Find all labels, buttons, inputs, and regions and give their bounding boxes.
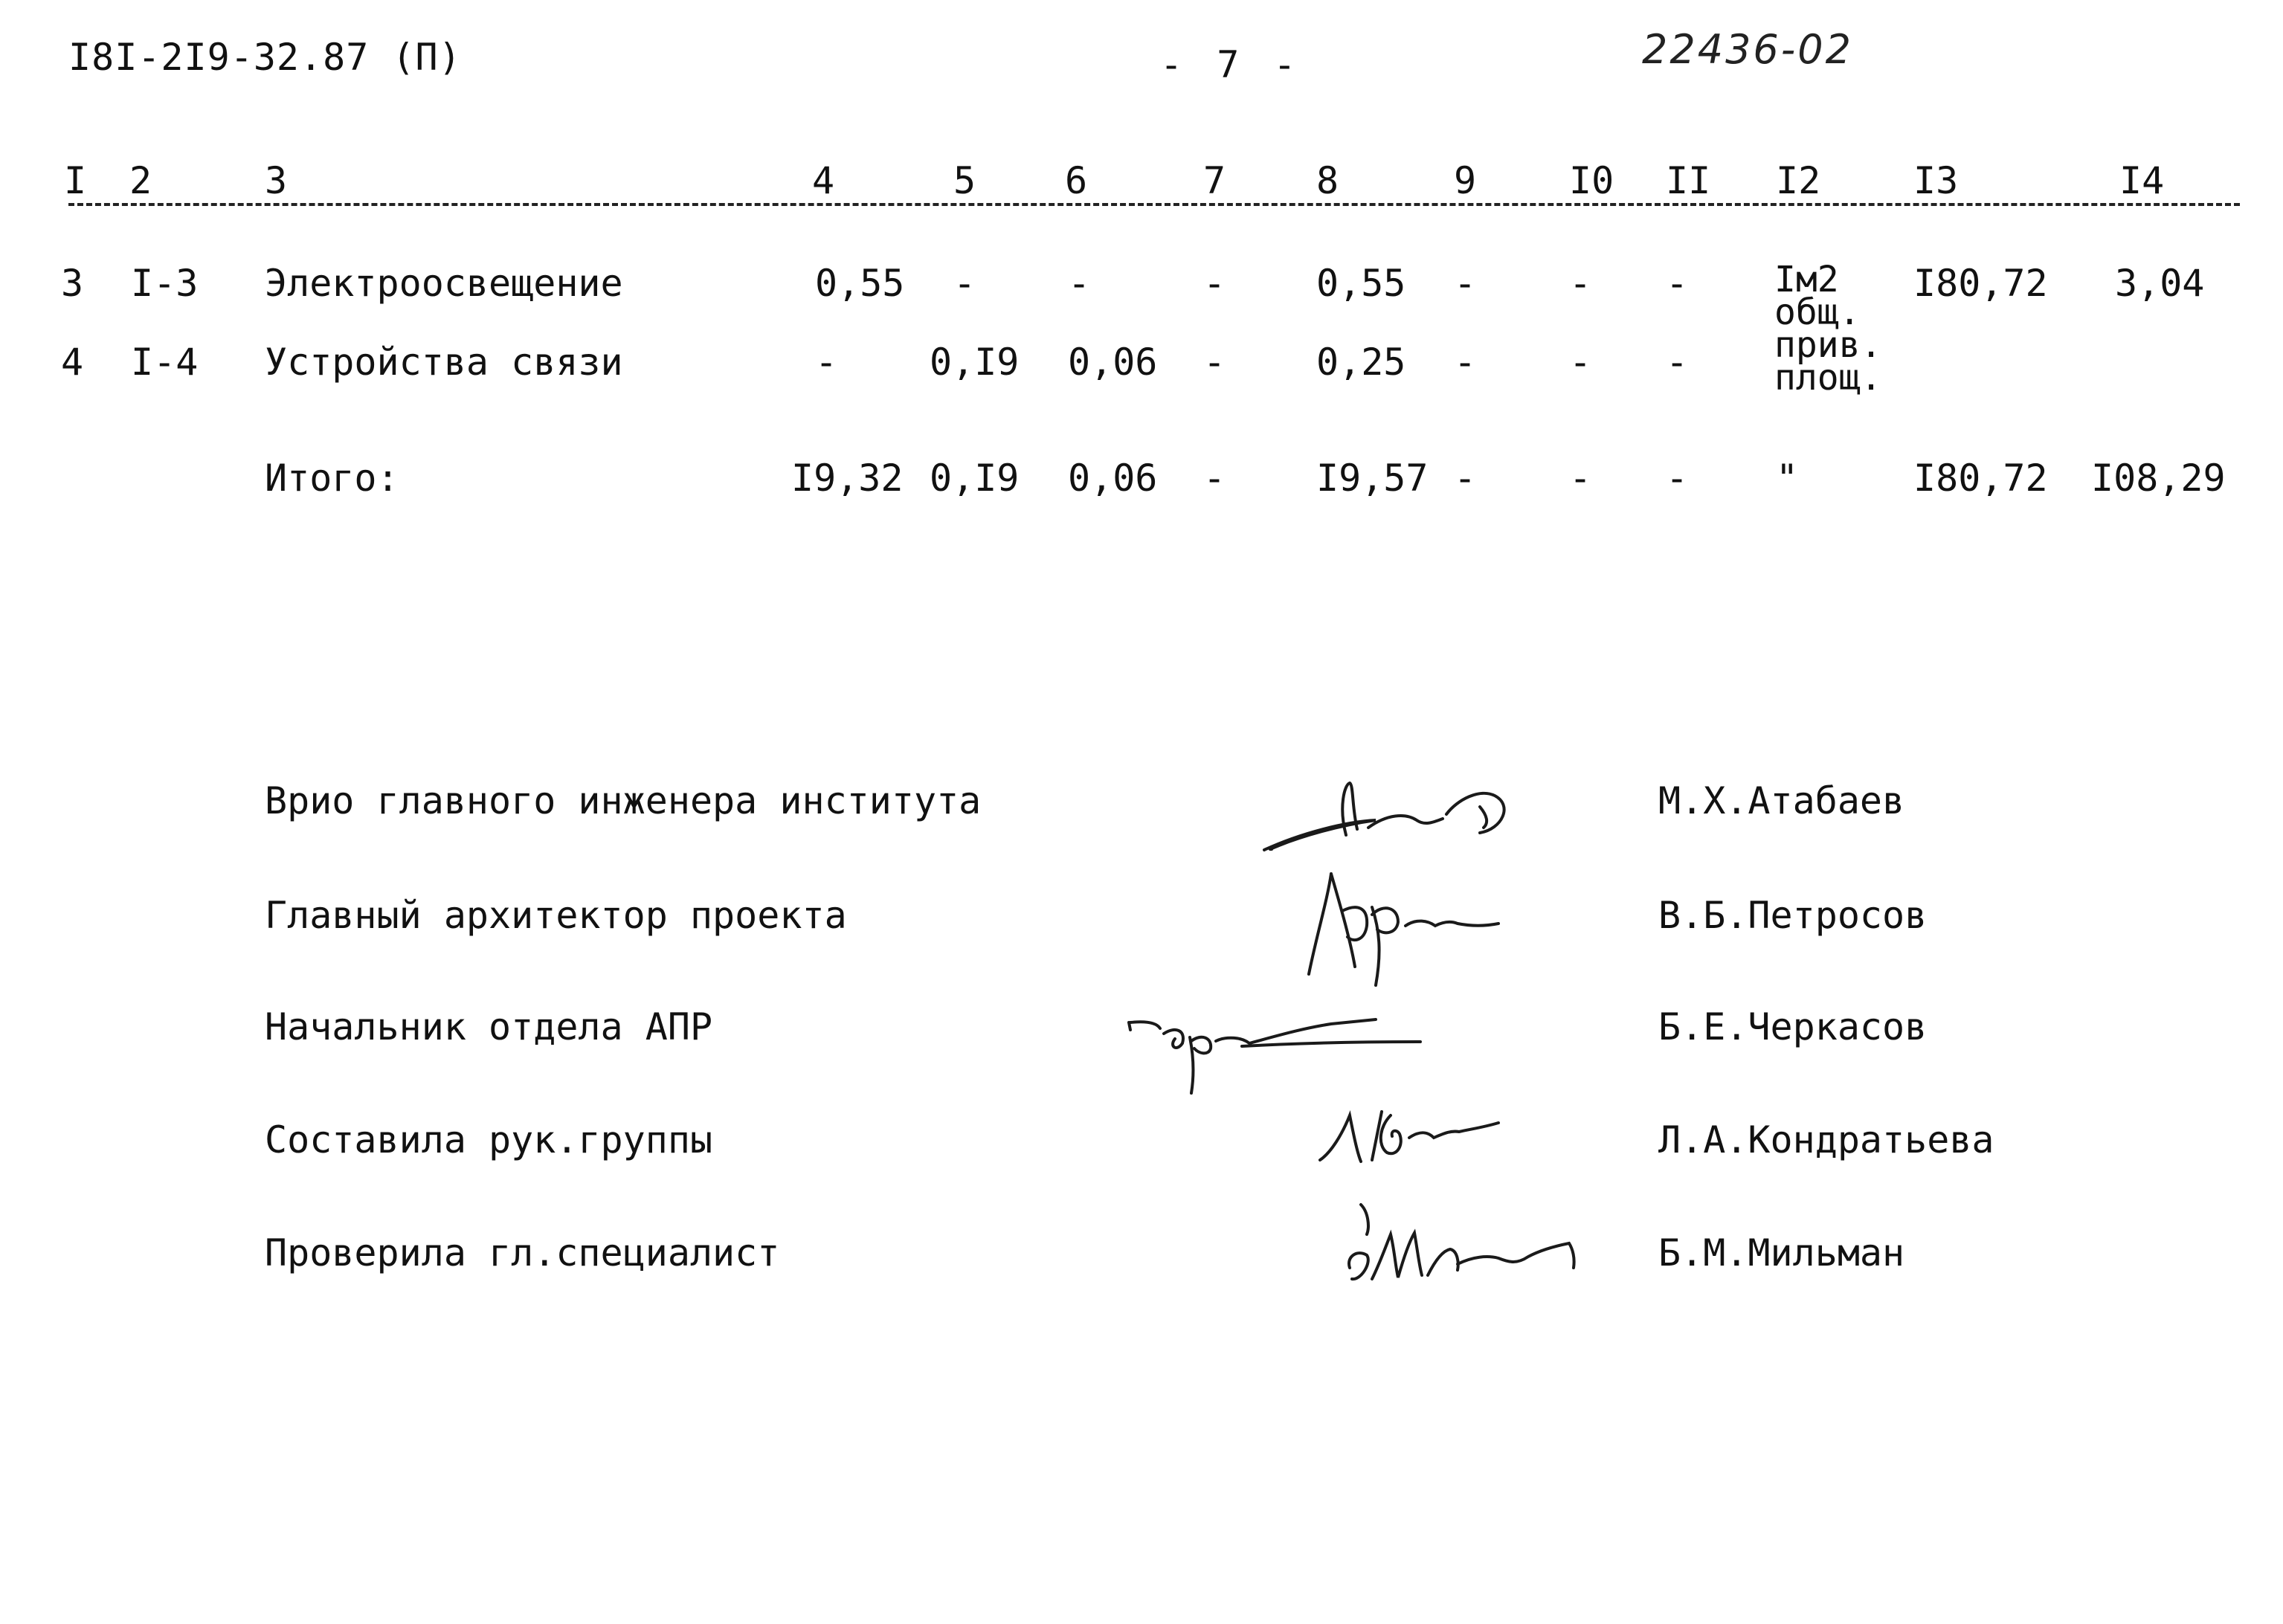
total-col4: I9,32 [791, 457, 904, 500]
cell-col7: - [1203, 262, 1226, 305]
unit-line: площ. [1774, 357, 1882, 399]
cell-col8: 0,55 [1316, 262, 1406, 305]
cell-col10: - [1569, 341, 1592, 384]
col-number-10: I0 [1569, 159, 1614, 202]
header-dashed-rule [68, 203, 2240, 206]
signatory-title: Составила рук.группы [265, 1118, 713, 1161]
row-number: 4 [61, 341, 84, 384]
row-number: 3 [61, 262, 84, 305]
signature-image [1339, 1197, 1591, 1294]
col-number-8: 8 [1316, 159, 1339, 202]
unit-line: общ. [1774, 291, 1861, 333]
total-col9: - [1454, 457, 1477, 500]
total-col12-ditto: " [1776, 457, 1799, 500]
col-number-11: II [1666, 159, 1711, 202]
total-col6: 0,06 [1068, 457, 1158, 500]
signatory-title: Главный архитектор проекта [265, 894, 847, 937]
cell-col9: - [1454, 341, 1477, 384]
total-col5: 0,I9 [930, 457, 1020, 500]
total-col13: I80,72 [1913, 457, 2048, 500]
total-label: Итого: [265, 457, 399, 500]
cell-col11: - [1666, 262, 1689, 305]
signatory-title: Начальник отдела АПР [265, 1005, 713, 1048]
col-number-7: 7 [1203, 159, 1226, 202]
cell-col10: - [1569, 262, 1592, 305]
cell-col6: - [1068, 262, 1091, 305]
col-number-3: 3 [265, 159, 288, 202]
signature-image [1316, 1093, 1539, 1175]
cell-col11: - [1666, 341, 1689, 384]
signature-image [1123, 1008, 1435, 1104]
item-name: Электроосвещение [265, 262, 623, 305]
col-number-12: I2 [1776, 159, 1821, 202]
col-number-4: 4 [812, 159, 835, 202]
cell-col4: 0,55 [815, 262, 905, 305]
total-col10: - [1569, 457, 1592, 500]
cell-col7: - [1203, 341, 1226, 384]
col-number-5: 5 [953, 159, 976, 202]
signatory-title: Проверила гл.специалист [265, 1231, 780, 1275]
total-col14: I08,29 [2091, 457, 2226, 500]
cell-col13: I80,72 [1913, 262, 2048, 305]
cell-col8: 0,25 [1316, 341, 1406, 384]
page-number: - 7 - [1160, 43, 1302, 86]
cell-col14: 3,04 [2115, 262, 2205, 305]
document-code: I8I-2I9-32.87 (П) [68, 36, 462, 79]
signatory-name: М.Х.Атабаев [1658, 779, 1905, 822]
total-col11: - [1666, 457, 1689, 500]
signatory-title: Врио главного инженера института [265, 779, 982, 822]
col-number-14: I4 [2119, 159, 2165, 202]
signature-image [1257, 762, 1524, 866]
col-number-6: 6 [1065, 159, 1088, 202]
cell-col4: - [815, 341, 838, 384]
item-name: Устройства связи [265, 341, 623, 384]
signatory-name: Л.А.Кондратьева [1658, 1118, 1994, 1161]
section-code: I-4 [131, 341, 199, 384]
cell-col5: - [953, 262, 976, 305]
cell-col5: 0,I9 [930, 341, 1020, 384]
signatory-name: Б.Е.Черкасов [1658, 1005, 1928, 1048]
col-number-9: 9 [1454, 159, 1477, 202]
col-number-13: I3 [1913, 159, 1959, 202]
unit-cell [1774, 259, 1882, 399]
cell-col9: - [1454, 262, 1477, 305]
col-number-2: 2 [129, 159, 152, 202]
section-code: I-3 [131, 262, 199, 305]
signatory-name: Б.М.Мильман [1658, 1231, 1905, 1275]
cell-col6: 0,06 [1068, 341, 1158, 384]
total-col7: - [1203, 457, 1226, 500]
total-col8: I9,57 [1316, 457, 1429, 500]
col-number-1: I [64, 159, 87, 202]
unit-line: Iм2 [1774, 259, 1839, 300]
signatory-name: В.Б.Петросов [1658, 894, 1928, 937]
handwritten-registration-number: 22436-02 [1642, 26, 1853, 73]
unit-line: прив. [1774, 324, 1882, 366]
signature-image [1287, 855, 1502, 989]
